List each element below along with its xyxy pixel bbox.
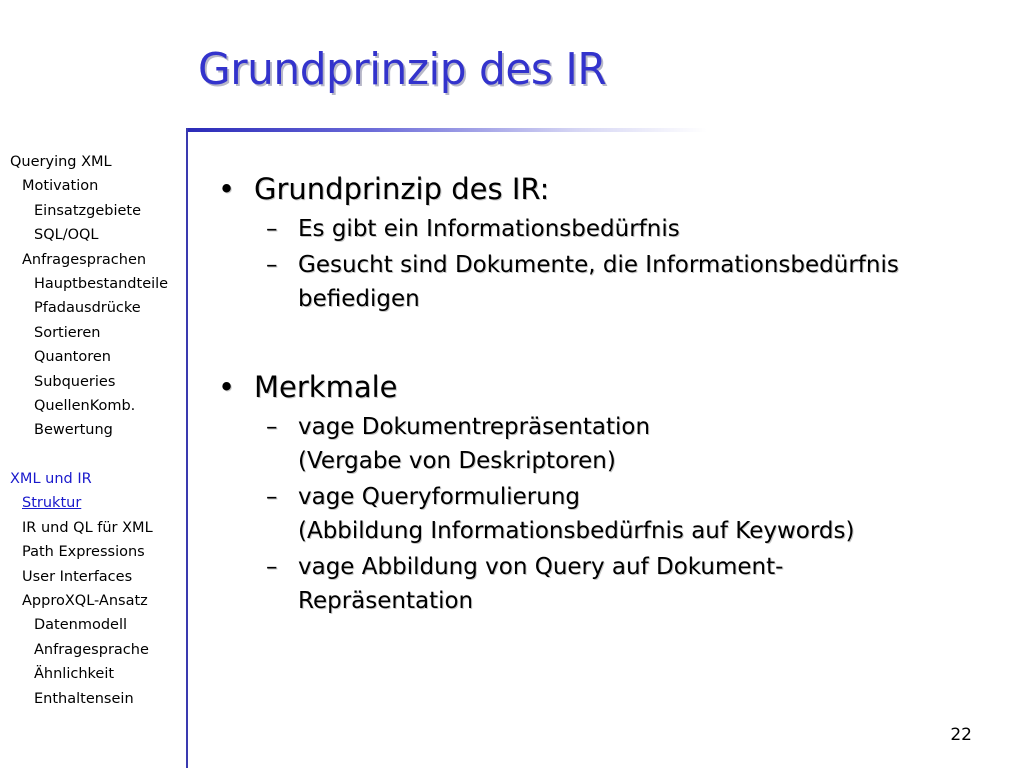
- sub-bullet-line: vage Queryformulierung: [298, 484, 581, 510]
- page-number: 22: [950, 725, 972, 745]
- sidebar-item-subqueries[interactable]: Subqueries: [34, 373, 116, 390]
- dash-icon: –: [266, 216, 278, 242]
- bullet-dot-icon: •: [218, 370, 236, 404]
- sidebar-item-anfragesprachen[interactable]: Anfragesprachen: [22, 251, 147, 268]
- title-divider: [187, 128, 707, 132]
- section-spacer: [214, 318, 994, 368]
- sidebar-item-struktur[interactable]: Struktur: [22, 495, 82, 512]
- sub-bullet-line: (Vergabe von Deskriptoren): [298, 448, 616, 474]
- sidebar-item-motivation[interactable]: Motivation: [22, 178, 99, 195]
- sidebar-item-quellenkomb[interactable]: QuellenKomb.: [34, 397, 136, 414]
- sidebar-item-sortieren[interactable]: Sortieren: [34, 324, 101, 341]
- dash-icon: –: [266, 484, 278, 510]
- sidebar-item-hauptbestandteile[interactable]: Hauptbestandteile: [34, 275, 169, 292]
- sub-bullet-line: Es gibt ein Informationsbedürfnis: [298, 216, 680, 242]
- sub-bullet-item: [214, 480, 994, 548]
- sidebar-item-approxql-ansatz[interactable]: ApproXQL-Ansatz: [22, 593, 148, 610]
- sub-bullet-item: [214, 550, 994, 618]
- sidebar-divider: [186, 128, 188, 768]
- slide-content: [214, 170, 994, 620]
- outline-sidebar: [10, 150, 186, 711]
- sub-bullet-line: vage Abbildung von Query auf Dokument-: [298, 554, 784, 580]
- sidebar-item-ähnlichkeit[interactable]: Ähnlichkeit: [34, 666, 115, 683]
- sidebar-item-ir-und-ql-für-xml[interactable]: IR und QL für XML: [22, 519, 153, 536]
- sidebar-item-einsatzgebiete[interactable]: Einsatzgebiete: [34, 202, 142, 219]
- sidebar-item-datenmodell[interactable]: Datenmodell: [34, 617, 128, 634]
- sidebar-item-path-expressions[interactable]: Path Expressions: [22, 544, 145, 561]
- dash-icon: –: [266, 252, 278, 278]
- sidebar-item-bewertung[interactable]: Bewertung: [34, 422, 113, 439]
- sub-bullet-line: Repräsentation: [298, 588, 474, 614]
- bullet-dot-icon: •: [218, 172, 236, 206]
- bullet-item: [214, 170, 994, 208]
- dash-icon: –: [266, 554, 278, 580]
- sidebar-item-querying-xml[interactable]: Querying XML: [10, 154, 112, 170]
- bullet-text: Grundprinzip des IR:: [254, 172, 550, 206]
- sidebar-item-pfadausdrücke[interactable]: Pfadausdrücke: [34, 300, 141, 317]
- sidebar-item-enthaltensein[interactable]: Enthaltensein: [34, 690, 134, 707]
- sidebar-item-quantoren[interactable]: Quantoren: [34, 349, 111, 366]
- sidebar-item-user-interfaces[interactable]: User Interfaces: [22, 568, 133, 585]
- sub-bullet-line: Gesucht sind Dokumente, die Informationsbedürfnis: [298, 252, 899, 278]
- sub-bullet-line: vage Dokumentrepräsentation: [298, 414, 651, 440]
- sub-bullet-item: [214, 410, 994, 478]
- sub-bullet-item: [214, 212, 994, 246]
- bullet-text: Merkmale: [254, 370, 398, 404]
- sidebar-item-sql-oql[interactable]: SQL/OQL: [34, 227, 99, 244]
- dash-icon: –: [266, 414, 278, 440]
- sub-bullet-line: (Abbildung Informationsbedürfnis auf Keywords): [298, 518, 855, 544]
- sidebar-item-anfragesprache[interactable]: Anfragesprache: [34, 641, 149, 658]
- slide-title: Grundprinzip des IR: [198, 44, 607, 95]
- sub-bullet-line: befiedigen: [298, 286, 420, 312]
- sub-bullet-item: [214, 248, 994, 316]
- bullet-item: [214, 368, 994, 406]
- sidebar-spacer: [10, 443, 186, 467]
- sidebar-item-xml-und-ir[interactable]: XML und IR: [10, 471, 92, 488]
